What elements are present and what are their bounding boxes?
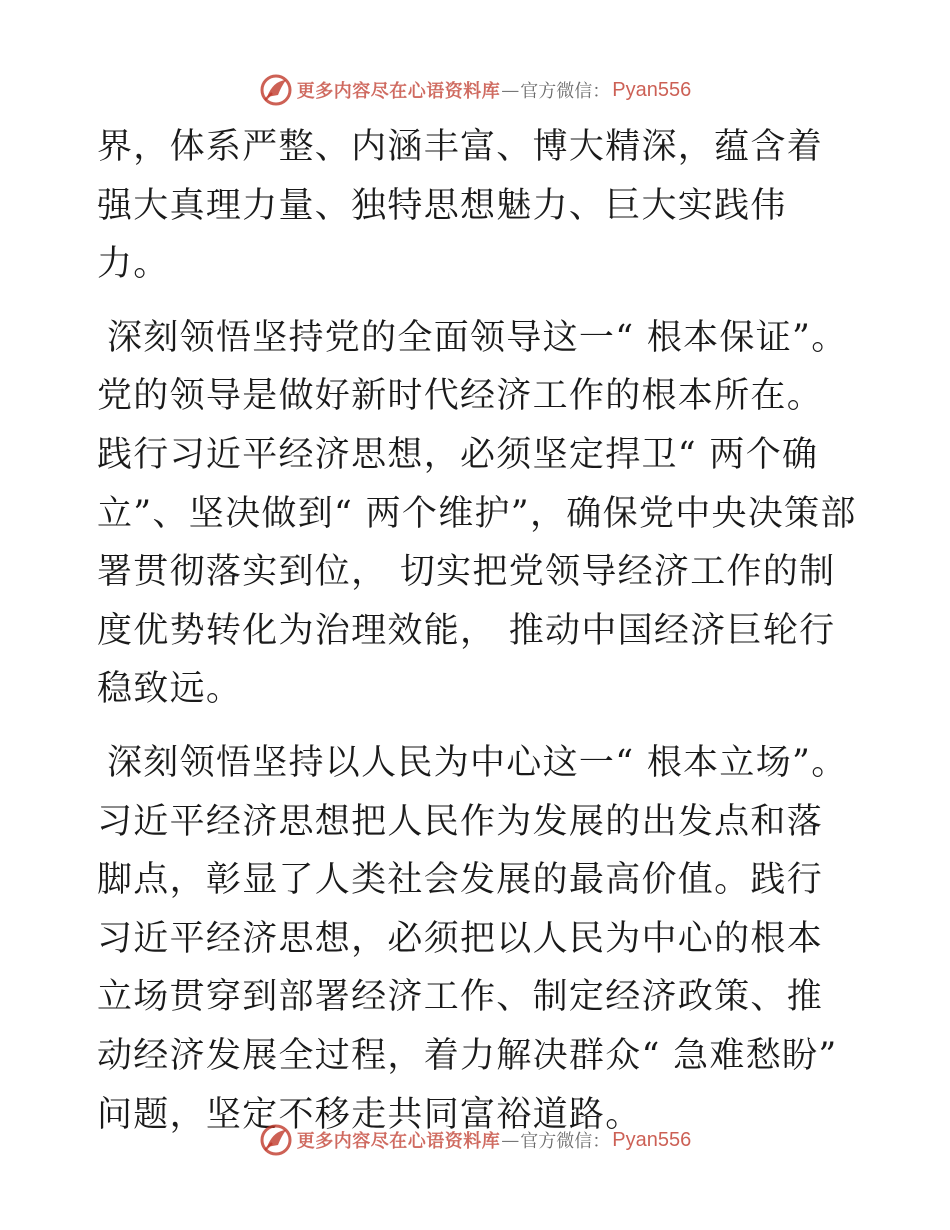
pen-nib-logo-icon xyxy=(259,73,293,107)
site-name-text: 更多内容尽在心语资料库 xyxy=(296,1131,501,1152)
wechat-id: Pyan556 xyxy=(612,78,692,101)
wechat-label: 官方微信： xyxy=(520,81,611,102)
paragraph-people-centered: 深刻领悟坚持以人民为中心这一“ 根本立场”。习近平经济思想把人民作为发展的出发点和落脚点，彰显了人类社会发展的最高价值。践行习近平经济思想，必须把以人民为中心的根本立场贯穿到部署经济工作、制定经济政策、推动经济发展全过程，着力解决群众“ 急难愁盼” 问题，坚定不移走共同富裕道路。 xyxy=(97,742,848,1135)
paragraph-continued: 界，体系严整、内涵丰富、博大精深，蕴含着强大真理力量、独特思想魅力、巨大实践伟力。 xyxy=(97,127,824,285)
footer-watermark-banner xyxy=(0,1120,950,1160)
header-watermark-banner xyxy=(0,70,950,110)
wechat-label: 官方微信： xyxy=(520,1131,611,1152)
document-body xyxy=(97,118,857,1159)
banner-separator: — xyxy=(501,79,520,101)
wechat-id: Pyan556 xyxy=(612,1128,692,1151)
paragraph-party-leadership: 深刻领悟坚持党的全面领导这一“ 根本保证”。党的领导是做好新时代经济工作的根本所在。践行习近平经济思想，必须坚定捍卫“ 两个确立”、坚决做到“ 两个维护”，确保党中央决策部署贯彻落实到位， 切实把党领导经济工作的制度优势转化为治理效能， 推动中国经济巨轮行稳致远。 xyxy=(97,317,857,710)
pen-nib-logo-icon xyxy=(259,1123,293,1157)
banner-separator: — xyxy=(501,1129,520,1151)
site-name-text: 更多内容尽在心语资料库 xyxy=(296,81,501,102)
